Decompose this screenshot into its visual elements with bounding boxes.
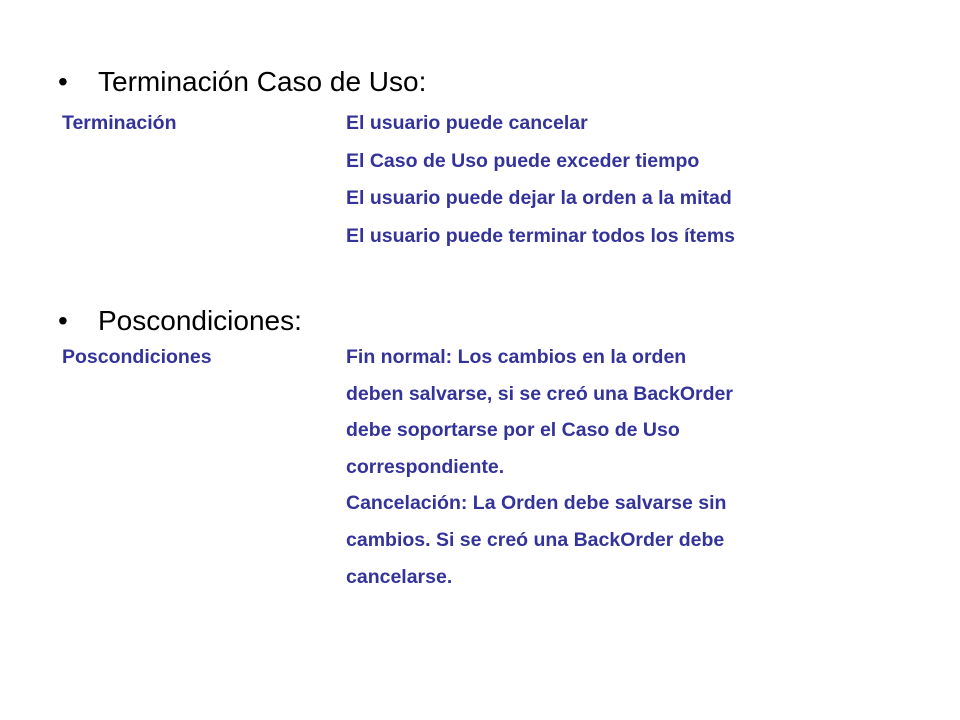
heading-text: Poscondiciones: [98, 305, 302, 336]
section-heading-terminacion [58, 66, 426, 98]
bullet-icon: • [58, 66, 68, 97]
text-line: Cancelación: La Orden debe salvarse sin [346, 492, 727, 515]
text-line: deben salvarse, si se creó una BackOrder [346, 382, 733, 405]
section-heading-poscondiciones [58, 305, 302, 337]
terminacion-lines [346, 111, 735, 261]
bullet-icon: • [58, 305, 68, 336]
text-line: debe soportarse por el Caso de Uso [346, 419, 680, 442]
row-label-terminacion: Terminación [62, 112, 177, 134]
text-line: correspondiente. [346, 455, 505, 478]
row-label-poscondiciones: Poscondiciones [62, 346, 212, 368]
text-line: El usuario puede terminar todos los ítems [346, 224, 736, 247]
text-line: Fin normal: Los cambios en la orden [346, 346, 687, 368]
text-line: El Caso de Uso puede exceder tiempo [346, 149, 700, 172]
text-line: cambios. Si se creó una BackOrder debe [346, 528, 725, 551]
text-line: El usuario puede cancelar [346, 112, 588, 134]
text-line: cancelarse. [346, 565, 453, 588]
heading-text: Terminación Caso de Uso: [98, 66, 427, 97]
text-line: El usuario puede dejar la orden a la mitad [346, 187, 732, 209]
poscondiciones-lines [346, 345, 733, 601]
